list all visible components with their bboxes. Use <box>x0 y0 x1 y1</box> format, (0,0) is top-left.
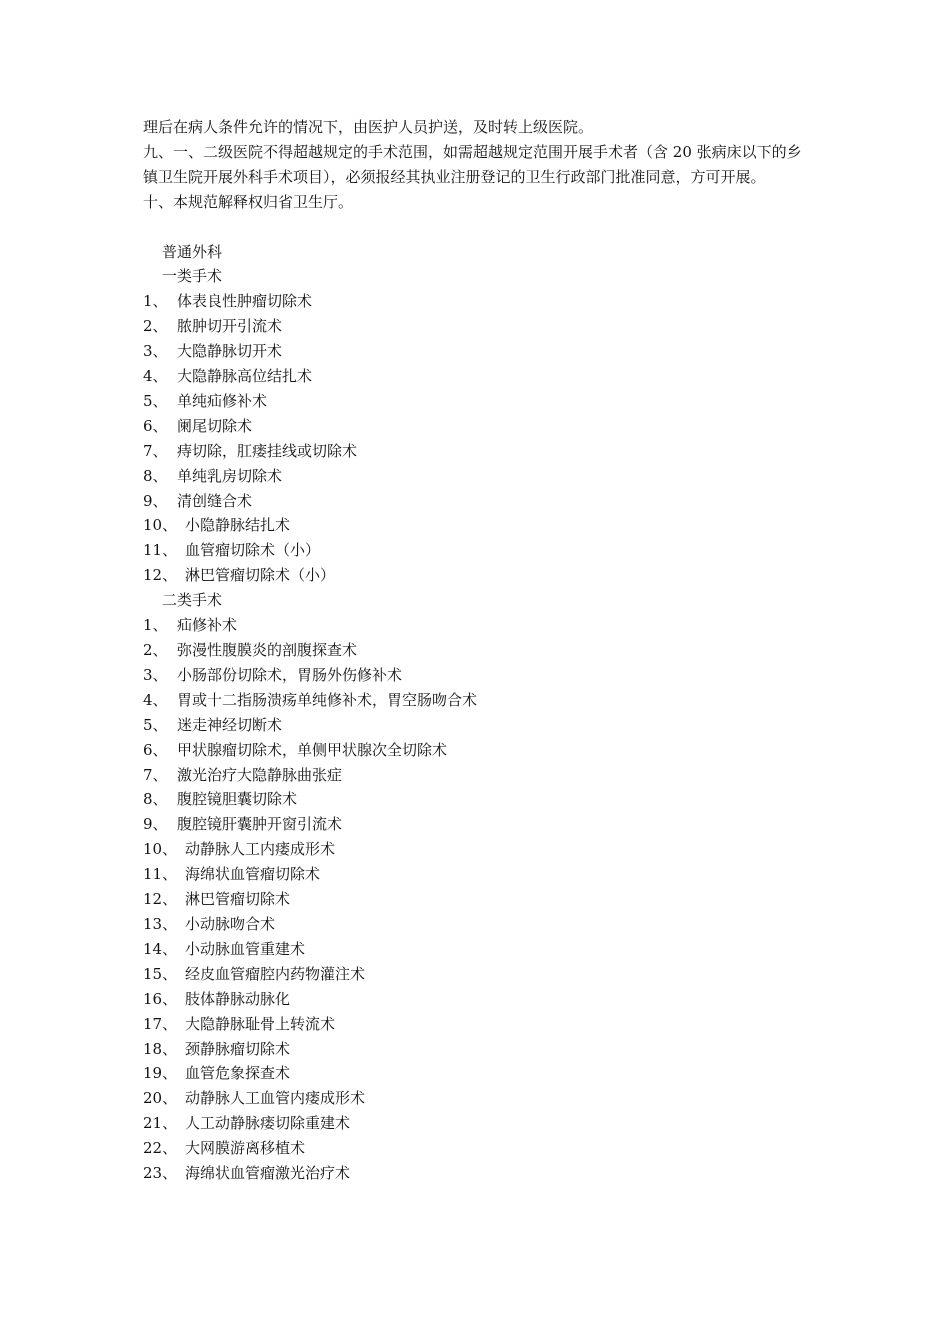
item-number: 22、 <box>143 1139 178 1158</box>
item-number: 15、 <box>143 964 178 983</box>
list-item <box>143 912 811 937</box>
item-number: 5、 <box>143 391 168 410</box>
item-text: 血管危象探查术 <box>185 1064 291 1083</box>
list-item <box>143 513 811 538</box>
list-item <box>143 289 811 314</box>
item-number: 5、 <box>143 715 168 734</box>
item-number: 10、 <box>143 840 178 859</box>
item-text: 动静脉人工内瘘成形术 <box>185 840 336 859</box>
item-number: 3、 <box>143 342 168 361</box>
item-text: 体表良性肿瘤切除术 <box>177 292 313 311</box>
class-one-list <box>143 289 811 588</box>
paragraph-transfer: 理后在病人条件允许的情况下，由医护人员护送，及时转上级医院。 <box>143 118 594 136</box>
list-item <box>143 763 811 788</box>
list-item <box>143 538 811 563</box>
item-number: 16、 <box>143 989 178 1008</box>
item-number: 14、 <box>143 939 178 958</box>
item-text: 淋巴管瘤切除术（小） <box>185 566 336 585</box>
item-text: 海绵状血管瘤激光治疗术 <box>185 1164 351 1183</box>
list-item <box>143 962 811 987</box>
list-item <box>143 1136 811 1161</box>
item-text: 海绵状血管瘤切除术 <box>185 865 321 884</box>
item-number: 6、 <box>143 740 168 759</box>
item-number: 20、 <box>143 1089 178 1108</box>
list-item <box>143 1086 811 1111</box>
item-text: 淋巴管瘤切除术 <box>185 890 291 909</box>
item-text: 小隐静脉结扎术 <box>185 516 291 535</box>
blank-line <box>143 215 811 240</box>
item-text: 小动脉血管重建术 <box>185 939 306 958</box>
list-item <box>143 1037 811 1062</box>
list-item <box>143 688 811 713</box>
item-number: 8、 <box>143 466 168 485</box>
item-number: 4、 <box>143 367 168 386</box>
item-text: 腹腔镜肝囊肿开窗引流术 <box>177 815 343 834</box>
list-item <box>143 414 811 439</box>
item-text: 迷走神经切断术 <box>177 715 283 734</box>
item-text: 经皮血管瘤腔内药物灌注术 <box>185 964 366 983</box>
item-text: 大隐静脉切开术 <box>177 342 283 361</box>
item-text: 单纯乳房切除术 <box>177 466 283 485</box>
list-item <box>143 837 811 862</box>
paragraph-nine: 九、一、二级医院不得超越规定的手术范围，如需超越规定范围开展手术者（含 20 张病床以下的乡镇卫生院开展外科手术项目），必须报经其执业注册登记的卫生行政部门批准同意，方可开展。 <box>143 142 802 186</box>
item-number: 18、 <box>143 1039 178 1058</box>
item-number: 21、 <box>143 1114 178 1133</box>
list-item <box>143 862 811 887</box>
item-number: 2、 <box>143 317 168 336</box>
list-item <box>143 364 811 389</box>
item-number: 10、 <box>143 516 178 535</box>
list-item <box>143 314 811 339</box>
group-title-class-two: 二类手术 <box>162 591 223 610</box>
item-number: 2、 <box>143 641 168 660</box>
item-text: 痔切除，肛瘘挂线或切除术 <box>177 441 358 460</box>
item-text: 清创缝合术 <box>177 491 253 510</box>
item-number: 7、 <box>143 765 168 784</box>
item-text: 单纯疝修补术 <box>177 391 268 410</box>
item-text: 颈静脉瘤切除术 <box>185 1039 291 1058</box>
item-text: 脓肿切开引流术 <box>177 317 283 336</box>
item-text: 动静脉人工血管内瘘成形术 <box>185 1089 366 1108</box>
item-text: 弥漫性腹膜炎的剖腹探查术 <box>177 641 358 660</box>
item-text: 大隐静脉高位结扎术 <box>177 367 313 386</box>
item-number: 3、 <box>143 665 168 684</box>
item-text: 小动脉吻合术 <box>185 914 276 933</box>
item-number: 19、 <box>143 1064 178 1083</box>
list-item <box>143 738 811 763</box>
list-item <box>143 464 811 489</box>
item-text: 肢体静脉动脉化 <box>185 989 291 1008</box>
item-number: 7、 <box>143 441 168 460</box>
item-number: 17、 <box>143 1014 178 1033</box>
list-item <box>143 1061 811 1086</box>
list-item <box>143 787 811 812</box>
item-number: 12、 <box>143 566 178 585</box>
list-item <box>143 812 811 837</box>
class-two-list <box>143 613 811 1186</box>
list-item <box>143 713 811 738</box>
item-text: 小肠部份切除术，胃肠外伤修补术 <box>177 665 403 684</box>
item-text: 大网膜游离移植术 <box>185 1139 306 1158</box>
item-text: 腹腔镜胆囊切除术 <box>177 790 298 809</box>
item-number: 11、 <box>143 865 178 884</box>
item-text: 阑尾切除术 <box>177 416 253 435</box>
group-title-class-one: 一类手术 <box>162 267 223 286</box>
item-number: 6、 <box>143 416 168 435</box>
item-text: 甲状腺瘤切除术，单侧甲状腺次全切除术 <box>177 740 448 759</box>
item-number: 11、 <box>143 541 178 560</box>
item-text: 血管瘤切除术（小） <box>185 541 321 560</box>
paragraph-ten: 十、本规范解释权归省卫生厅。 <box>143 192 354 211</box>
document-body <box>143 115 811 1186</box>
item-number: 13、 <box>143 914 178 933</box>
list-item <box>143 638 811 663</box>
list-item <box>143 563 811 588</box>
item-number: 1、 <box>143 292 168 311</box>
item-text: 激光治疗大隐静脉曲张症 <box>177 765 343 784</box>
section-title-general-surgery: 普通外科 <box>162 242 223 261</box>
list-item <box>143 887 811 912</box>
list-item <box>143 937 811 962</box>
list-item <box>143 339 811 364</box>
list-item <box>143 489 811 514</box>
list-item <box>143 1111 811 1136</box>
item-text: 疝修补术 <box>177 616 238 635</box>
list-item <box>143 663 811 688</box>
list-item <box>143 613 811 638</box>
item-number: 9、 <box>143 491 168 510</box>
item-number: 1、 <box>143 616 168 635</box>
item-number: 12、 <box>143 890 178 909</box>
item-number: 4、 <box>143 690 168 709</box>
item-number: 8、 <box>143 790 168 809</box>
item-number: 9、 <box>143 815 168 834</box>
list-item <box>143 439 811 464</box>
list-item <box>143 987 811 1012</box>
list-item <box>143 389 811 414</box>
list-item <box>143 1161 811 1186</box>
item-text: 人工动静脉瘘切除重建术 <box>185 1114 351 1133</box>
list-item <box>143 1012 811 1037</box>
item-text: 胃或十二指肠溃疡单纯修补术，胃空肠吻合术 <box>177 690 478 709</box>
item-number: 23、 <box>143 1164 178 1183</box>
item-text: 大隐静脉耻骨上转流术 <box>185 1014 336 1033</box>
